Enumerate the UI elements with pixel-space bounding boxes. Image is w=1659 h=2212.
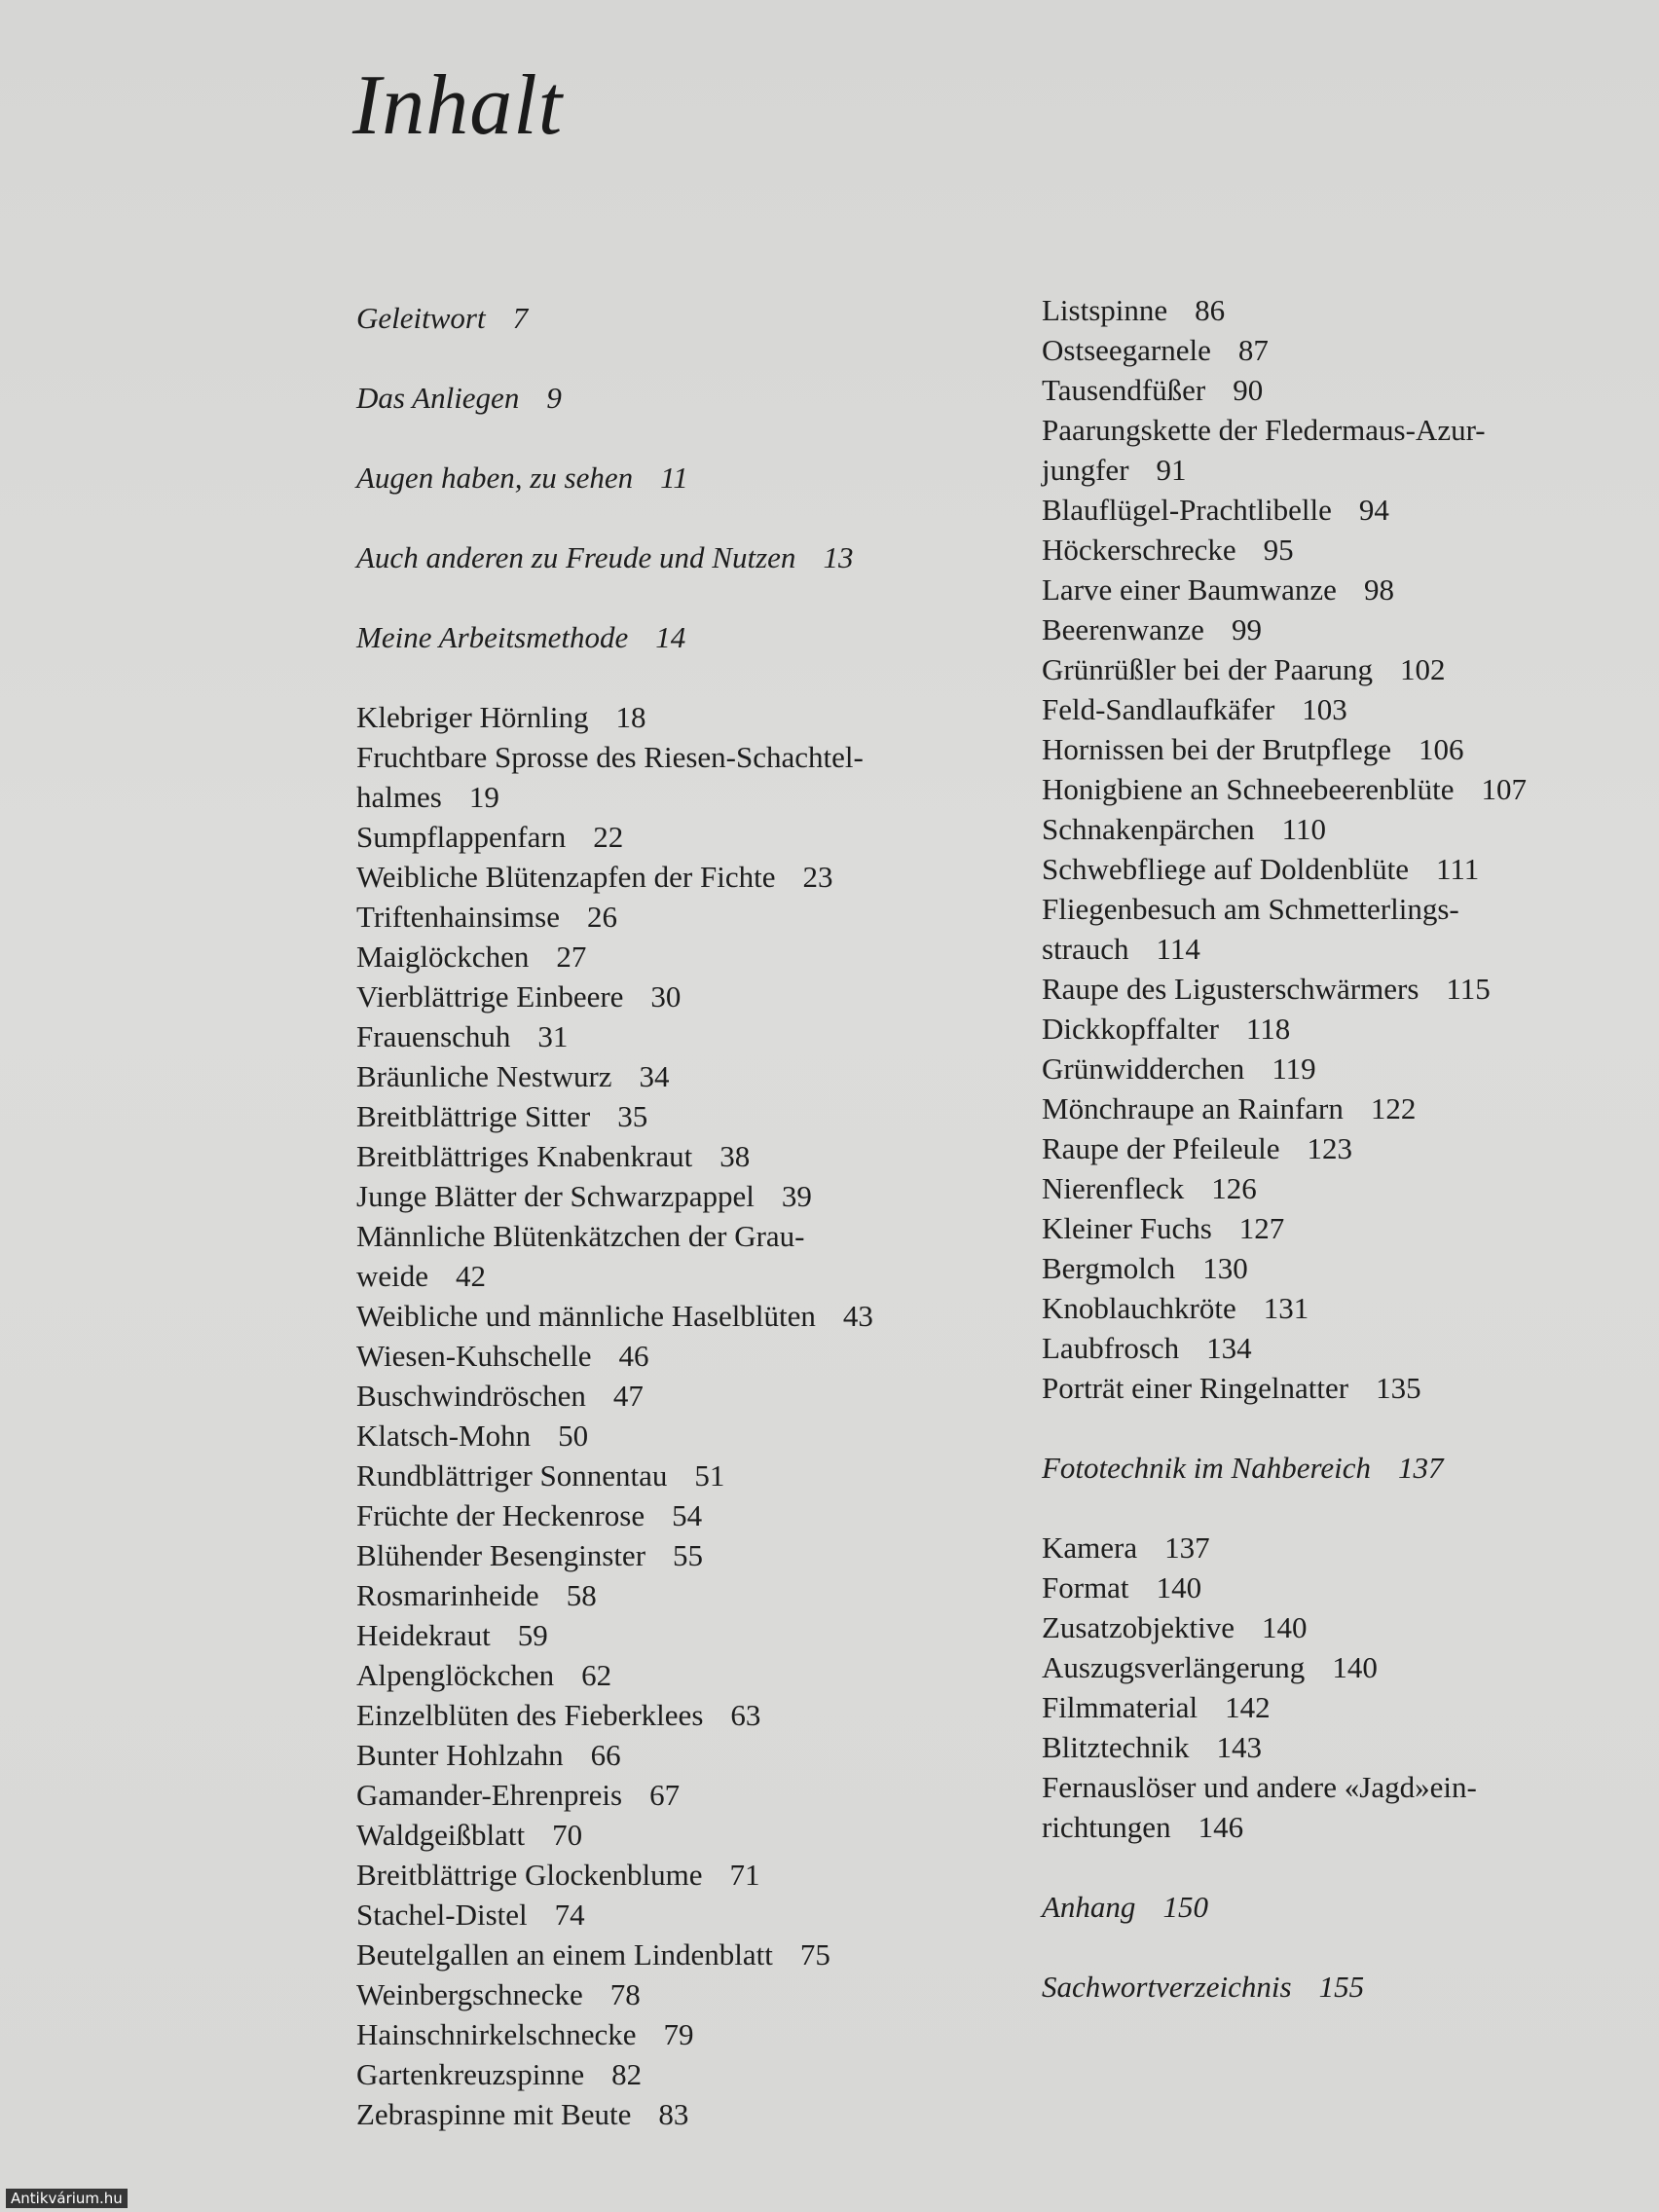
- toc-entry-label: Mönchraupe an Rainfarn: [1042, 1091, 1344, 1125]
- toc-entry: [1042, 1088, 1645, 1128]
- toc-entry: [356, 378, 1018, 418]
- toc-entry: [356, 1336, 1018, 1376]
- toc-entry-page: 13: [823, 540, 854, 574]
- toc-entry-label: Bergmolch: [1042, 1251, 1176, 1285]
- toc-entry-label: Breitblättriges Knabenkraut: [356, 1139, 693, 1173]
- toc-entry-page: 155: [1318, 1970, 1365, 2004]
- toc-entry-label: Bunter Hohlzahn: [356, 1738, 564, 1772]
- toc-entry-page: 50: [558, 1419, 589, 1453]
- toc-entry-label: Buschwindröschen: [356, 1379, 586, 1413]
- toc-entry: [356, 1096, 1018, 1136]
- toc-entry: [1042, 1767, 1645, 1807]
- toc-entry-label: Frauenschuh: [356, 1019, 511, 1053]
- toc-entry-label: Alpenglöckchen: [356, 1658, 555, 1692]
- toc-entry-label: Triftenhainsimse: [356, 900, 560, 934]
- toc-entry: [1042, 689, 1645, 729]
- toc-entry-page: 146: [1198, 1810, 1244, 1844]
- toc-entry-page: 18: [615, 700, 646, 734]
- toc-entry-page: 70: [552, 1818, 583, 1852]
- toc-entry-page: 122: [1370, 1091, 1417, 1125]
- toc-entry-page: 86: [1195, 293, 1226, 327]
- toc-entry: [356, 897, 1018, 937]
- toc-entry: [1042, 1208, 1645, 1248]
- toc-entry-page: 66: [590, 1738, 621, 1772]
- toc-entry-page: 79: [663, 2017, 694, 2051]
- toc-entry: [356, 1456, 1018, 1495]
- toc-entry-label: Beerenwanze: [1042, 612, 1204, 646]
- toc-entry-page: 67: [649, 1778, 681, 1812]
- toc-entry-page: 31: [537, 1019, 569, 1053]
- toc-entry: [1042, 929, 1645, 969]
- toc-entry: [356, 458, 1018, 498]
- toc-entry-label: Junge Blätter der Schwarzpappel: [356, 1179, 755, 1213]
- toc-entry-page: 130: [1202, 1251, 1248, 1285]
- toc-entry: [356, 1815, 1018, 1855]
- toc-entry-label: Knoblauchkröte: [1042, 1291, 1236, 1325]
- toc-entry: [356, 937, 1018, 977]
- toc-entry: [356, 857, 1018, 897]
- toc-entry-label: Männliche Blütenkätzchen der Grau-: [356, 1219, 805, 1253]
- toc-entry-label: Breitblättrige Sitter: [356, 1099, 591, 1133]
- toc-entry: [356, 2054, 1018, 2094]
- toc-entry-page: 43: [842, 1299, 873, 1333]
- toc-entry: [1042, 1328, 1645, 1368]
- toc-plates-continued: [1042, 290, 1645, 1408]
- toc-entry: [356, 777, 1018, 817]
- toc-entry-page: 83: [658, 2097, 689, 2131]
- toc-entry-page: 82: [611, 2057, 643, 2091]
- toc-entry-label: Auch anderen zu Freude und Nutzen: [356, 540, 796, 574]
- toc-entry: [1042, 809, 1645, 849]
- toc-entry-label: Laubfrosch: [1042, 1331, 1180, 1365]
- toc-entry-label: Hainschnirkelschnecke: [356, 2017, 637, 2051]
- toc-entry-label: Raupe der Pfeileule: [1042, 1131, 1280, 1165]
- toc-entry-label: Gartenkreuzspinne: [356, 2057, 585, 2091]
- toc-entry-page: 75: [799, 1937, 830, 1972]
- toc-intro-section: [356, 298, 1018, 657]
- toc-entry-label: Feld-Sandlaufkäfer: [1042, 692, 1275, 726]
- toc-entry-label: Blitztechnik: [1042, 1730, 1190, 1764]
- toc-entry: [1042, 570, 1645, 609]
- toc-entry: [356, 1216, 1018, 1256]
- toc-entry: [1042, 1528, 1645, 1567]
- toc-entry: [1042, 530, 1645, 570]
- toc-entry: [1042, 1288, 1645, 1328]
- toc-entry-label: Grünwidderchen: [1042, 1051, 1245, 1086]
- toc-entry-label: Höckerschrecke: [1042, 533, 1236, 567]
- toc-entry: [356, 1695, 1018, 1735]
- toc-entry: [1042, 330, 1645, 370]
- toc-plates-section: [356, 697, 1018, 2134]
- toc-entry-page: 78: [609, 1977, 641, 2011]
- toc-entry-label: Anhang: [1042, 1890, 1136, 1924]
- toc-entry-label: Sachwortverzeichnis: [1042, 1970, 1292, 2004]
- toc-entry-label: Geleitwort: [356, 301, 486, 335]
- toc-entry-page: 111: [1436, 852, 1480, 886]
- toc-entry-label: Tausendfüßer: [1042, 373, 1206, 407]
- toc-foto-items-section: [1042, 1528, 1645, 1847]
- toc-entry: [1042, 1607, 1645, 1647]
- toc-entry-label: Vierblättrige Einbeere: [356, 979, 624, 1014]
- toc-entry-label: Augen haben, zu sehen: [356, 461, 634, 495]
- toc-entry: [356, 298, 1018, 338]
- toc-entry-label: Filmmaterial: [1042, 1690, 1198, 1724]
- toc-entry-label: Einzelblüten des Fieberklees: [356, 1698, 704, 1732]
- toc-entry: [356, 1176, 1018, 1216]
- toc-entry: [356, 977, 1018, 1016]
- toc-entry-label: Bräunliche Nestwurz: [356, 1059, 612, 1093]
- toc-entry-page: 123: [1307, 1131, 1352, 1165]
- toc-entry: [1042, 729, 1645, 769]
- toc-entry: [1042, 450, 1645, 490]
- toc-entry: [356, 1256, 1018, 1296]
- toc-entry-page: 90: [1233, 373, 1264, 407]
- toc-entry-label: Wiesen-Kuhschelle: [356, 1339, 592, 1373]
- toc-entry-page: 22: [593, 820, 624, 854]
- toc-entry: [356, 1495, 1018, 1535]
- toc-entry-label: Weibliche und männliche Haselblüten: [356, 1299, 816, 1333]
- toc-entry-page: 46: [618, 1339, 649, 1373]
- toc-entry-label: Zusatzobjektive: [1042, 1610, 1235, 1644]
- toc-entry-label: Kleiner Fuchs: [1042, 1211, 1212, 1245]
- toc-entry-label: richtungen: [1042, 1810, 1171, 1844]
- toc-entry: [1042, 1807, 1645, 1847]
- toc-entry-page: 42: [456, 1259, 487, 1293]
- toc-entry-label: Dickkopffalter: [1042, 1012, 1219, 1046]
- toc-entry-page: 30: [650, 979, 682, 1014]
- toc-entry-page: 137: [1164, 1530, 1210, 1565]
- toc-entry-page: 91: [1156, 453, 1187, 487]
- toc-entry-label: Maiglöckchen: [356, 940, 530, 974]
- toc-entry: [356, 1016, 1018, 1056]
- toc-entry-page: 142: [1225, 1690, 1271, 1724]
- toc-entry-label: Schnakenpärchen: [1042, 812, 1255, 846]
- toc-entry-page: 140: [1332, 1650, 1378, 1684]
- toc-entry-label: Format: [1042, 1570, 1129, 1604]
- toc-entry-label: Nierenfleck: [1042, 1171, 1185, 1205]
- toc-entry-page: 47: [612, 1379, 644, 1413]
- toc-entry-label: jungfer: [1042, 453, 1129, 487]
- toc-entry-page: 115: [1446, 972, 1491, 1006]
- toc-entry: [356, 1775, 1018, 1815]
- toc-entry-page: 114: [1156, 932, 1200, 966]
- toc-entry: [1042, 370, 1645, 410]
- toc-entry-page: 143: [1216, 1730, 1263, 1764]
- toc-entry: [1042, 490, 1645, 530]
- toc-entry-label: Larve einer Baumwanze: [1042, 572, 1337, 607]
- toc-entry: [1042, 1168, 1645, 1208]
- toc-entry-page: 94: [1358, 493, 1389, 527]
- toc-entry: [1042, 649, 1645, 689]
- toc-entry-label: Fruchtbare Sprosse des Riesen-Schachtel-: [356, 740, 864, 774]
- toc-entry: [1042, 1448, 1645, 1488]
- toc-entry-page: 71: [729, 1858, 760, 1892]
- toc-entry: [1042, 1567, 1645, 1607]
- toc-entry-page: 39: [781, 1179, 812, 1213]
- toc-entry: [356, 1056, 1018, 1096]
- toc-entry: [1042, 969, 1645, 1009]
- toc-entry: [1042, 1128, 1645, 1168]
- toc-entry: [356, 697, 1018, 737]
- toc-entry-label: strauch: [1042, 932, 1129, 966]
- toc-entry-label: Das Anliegen: [356, 381, 520, 415]
- toc-entry-label: Fernauslöser und andere «Jagd»ein-: [1042, 1770, 1477, 1804]
- toc-entry-page: 110: [1281, 812, 1326, 846]
- toc-entry: [1042, 1967, 1645, 2007]
- toc-entry: [356, 1575, 1018, 1615]
- toc-entry-label: Rosmarinheide: [356, 1578, 539, 1612]
- toc-entry: [1042, 1727, 1645, 1767]
- toc-entry-label: Paarungskette der Fledermaus-Azur-: [1042, 413, 1486, 447]
- toc-entry-label: Fliegenbesuch am Schmetterlings-: [1042, 892, 1459, 926]
- toc-entry: [356, 737, 1018, 777]
- toc-entry-page: 54: [672, 1498, 703, 1532]
- toc-entry: [356, 1136, 1018, 1176]
- toc-entry-page: 7: [512, 301, 529, 335]
- toc-entry: [356, 2014, 1018, 2054]
- toc-entry-page: 23: [802, 860, 833, 894]
- toc-entry-label: Fototechnik im Nahbereich: [1042, 1451, 1372, 1485]
- toc-entry-page: 103: [1302, 692, 1347, 726]
- toc-entry-label: Raupe des Ligusterschwärmers: [1042, 972, 1419, 1006]
- toc-entry-page: 134: [1206, 1331, 1252, 1365]
- toc-appendix-section: [1042, 1887, 1645, 2007]
- toc-entry: [356, 1376, 1018, 1416]
- toc-entry: [1042, 1009, 1645, 1049]
- toc-entry-page: 107: [1481, 772, 1527, 806]
- toc-entry-page: 74: [554, 1898, 585, 1932]
- toc-entry-page: 118: [1245, 1012, 1291, 1046]
- toc-entry-label: Blauflügel-Prachtlibelle: [1042, 493, 1332, 527]
- toc-entry-label: Breitblättrige Glockenblume: [356, 1858, 703, 1892]
- toc-entry-label: Listspinne: [1042, 293, 1168, 327]
- toc-entry-page: 9: [546, 381, 562, 415]
- toc-entry-page: 35: [617, 1099, 648, 1133]
- toc-entry-label: weide: [356, 1259, 429, 1293]
- toc-entry: [1042, 1248, 1645, 1288]
- toc-left-column: [356, 298, 1018, 2134]
- toc-entry-page: 26: [586, 900, 617, 934]
- toc-entry: [356, 1974, 1018, 2014]
- toc-entry-page: 63: [730, 1698, 761, 1732]
- toc-entry-label: Weibliche Blütenzapfen der Fichte: [356, 860, 776, 894]
- toc-entry-label: Grünrüßler bei der Paarung: [1042, 652, 1374, 686]
- toc-entry-page: 99: [1231, 612, 1262, 646]
- toc-entry-page: 98: [1363, 572, 1394, 607]
- toc-entry-page: 150: [1162, 1890, 1208, 1924]
- toc-entry: [1042, 1647, 1645, 1687]
- toc-entry: [356, 1735, 1018, 1775]
- toc-entry-page: 27: [556, 940, 587, 974]
- toc-entry-label: Zebraspinne mit Beute: [356, 2097, 632, 2131]
- toc-entry-page: 140: [1156, 1570, 1202, 1604]
- toc-entry-page: 127: [1238, 1211, 1285, 1245]
- toc-entry-label: Heidekraut: [356, 1618, 491, 1652]
- toc-entry-label: Stachel-Distel: [356, 1898, 528, 1932]
- toc-entry-label: Ostseegarnele: [1042, 333, 1211, 367]
- toc-entry-page: 95: [1263, 533, 1294, 567]
- toc-entry-page: 19: [468, 780, 499, 814]
- toc-right-column: [1042, 290, 1645, 2007]
- toc-entry-page: 59: [517, 1618, 548, 1652]
- toc-entry: [1042, 1368, 1645, 1408]
- toc-entry-label: Honigbiene an Schneebeerenblüte: [1042, 772, 1455, 806]
- toc-entry-label: Schwebfliege auf Doldenblüte: [1042, 852, 1410, 886]
- toc-entry: [1042, 769, 1645, 809]
- toc-entry: [356, 617, 1018, 657]
- toc-entry-label: halmes: [356, 780, 442, 814]
- toc-entry: [1042, 609, 1645, 649]
- toc-entry: [356, 2094, 1018, 2134]
- toc-entry-page: 38: [719, 1139, 751, 1173]
- toc-entry-label: Blühender Besenginster: [356, 1538, 646, 1572]
- toc-entry: [356, 1855, 1018, 1895]
- toc-entry: [356, 1935, 1018, 1974]
- toc-entry-page: 51: [694, 1458, 725, 1493]
- toc-entry-page: 14: [655, 620, 686, 654]
- toc-entry-page: 131: [1263, 1291, 1309, 1325]
- toc-entry: [356, 1535, 1018, 1575]
- toc-entry-page: 102: [1400, 652, 1446, 686]
- page-title: Inhalt: [352, 58, 564, 153]
- toc-entry: [1042, 849, 1645, 889]
- toc-entry: [1042, 1887, 1645, 1927]
- toc-entry-page: 11: [660, 461, 688, 495]
- toc-entry-label: Porträt einer Ringelnatter: [1042, 1371, 1349, 1405]
- toc-entry-label: Hornissen bei der Brutpflege: [1042, 732, 1391, 766]
- toc-entry-label: Klebriger Hörnling: [356, 700, 589, 734]
- toc-entry-label: Auszugsverlängerung: [1042, 1650, 1306, 1684]
- toc-entry: [356, 817, 1018, 857]
- toc-entry: [1042, 889, 1645, 929]
- toc-entry-label: Gamander-Ehrenpreis: [356, 1778, 623, 1812]
- toc-entry-page: 140: [1262, 1610, 1308, 1644]
- toc-entry: [356, 1296, 1018, 1336]
- watermark: Antikvárium.hu: [6, 2189, 128, 2208]
- toc-entry-label: Meine Arbeitsmethode: [356, 620, 629, 654]
- toc-entry: [356, 537, 1018, 577]
- toc-entry-page: 34: [639, 1059, 670, 1093]
- toc-entry-page: 126: [1211, 1171, 1257, 1205]
- toc-entry: [356, 1655, 1018, 1695]
- toc-entry-label: Sumpflappenfarn: [356, 820, 567, 854]
- toc-entry: [1042, 290, 1645, 330]
- toc-entry-page: 137: [1398, 1451, 1444, 1485]
- toc-entry: [1042, 1049, 1645, 1088]
- toc-entry: [356, 1895, 1018, 1935]
- toc-entry-label: Waldgeißblatt: [356, 1818, 526, 1852]
- toc-entry: [356, 1615, 1018, 1655]
- toc-entry-page: 55: [673, 1538, 704, 1572]
- toc-foto-heading-section: [1042, 1448, 1645, 1488]
- toc-entry-label: Weinbergschnecke: [356, 1977, 583, 2011]
- toc-entry-page: 62: [581, 1658, 612, 1692]
- toc-entry-page: 58: [566, 1578, 597, 1612]
- toc-entry-label: Früchte der Heckenrose: [356, 1498, 645, 1532]
- toc-entry-label: Klatsch-Mohn: [356, 1419, 532, 1453]
- toc-entry-label: Beutelgallen an einem Lindenblatt: [356, 1937, 773, 1972]
- toc-entry: [1042, 410, 1645, 450]
- toc-entry-page: 119: [1272, 1051, 1316, 1086]
- toc-entry-label: Rundblättriger Sonnentau: [356, 1458, 668, 1493]
- toc-entry-page: 135: [1376, 1371, 1421, 1405]
- toc-entry: [356, 1416, 1018, 1456]
- toc-entry: [1042, 1687, 1645, 1727]
- toc-entry-page: 106: [1418, 732, 1464, 766]
- toc-entry-label: Kamera: [1042, 1530, 1138, 1565]
- toc-entry-page: 87: [1237, 333, 1269, 367]
